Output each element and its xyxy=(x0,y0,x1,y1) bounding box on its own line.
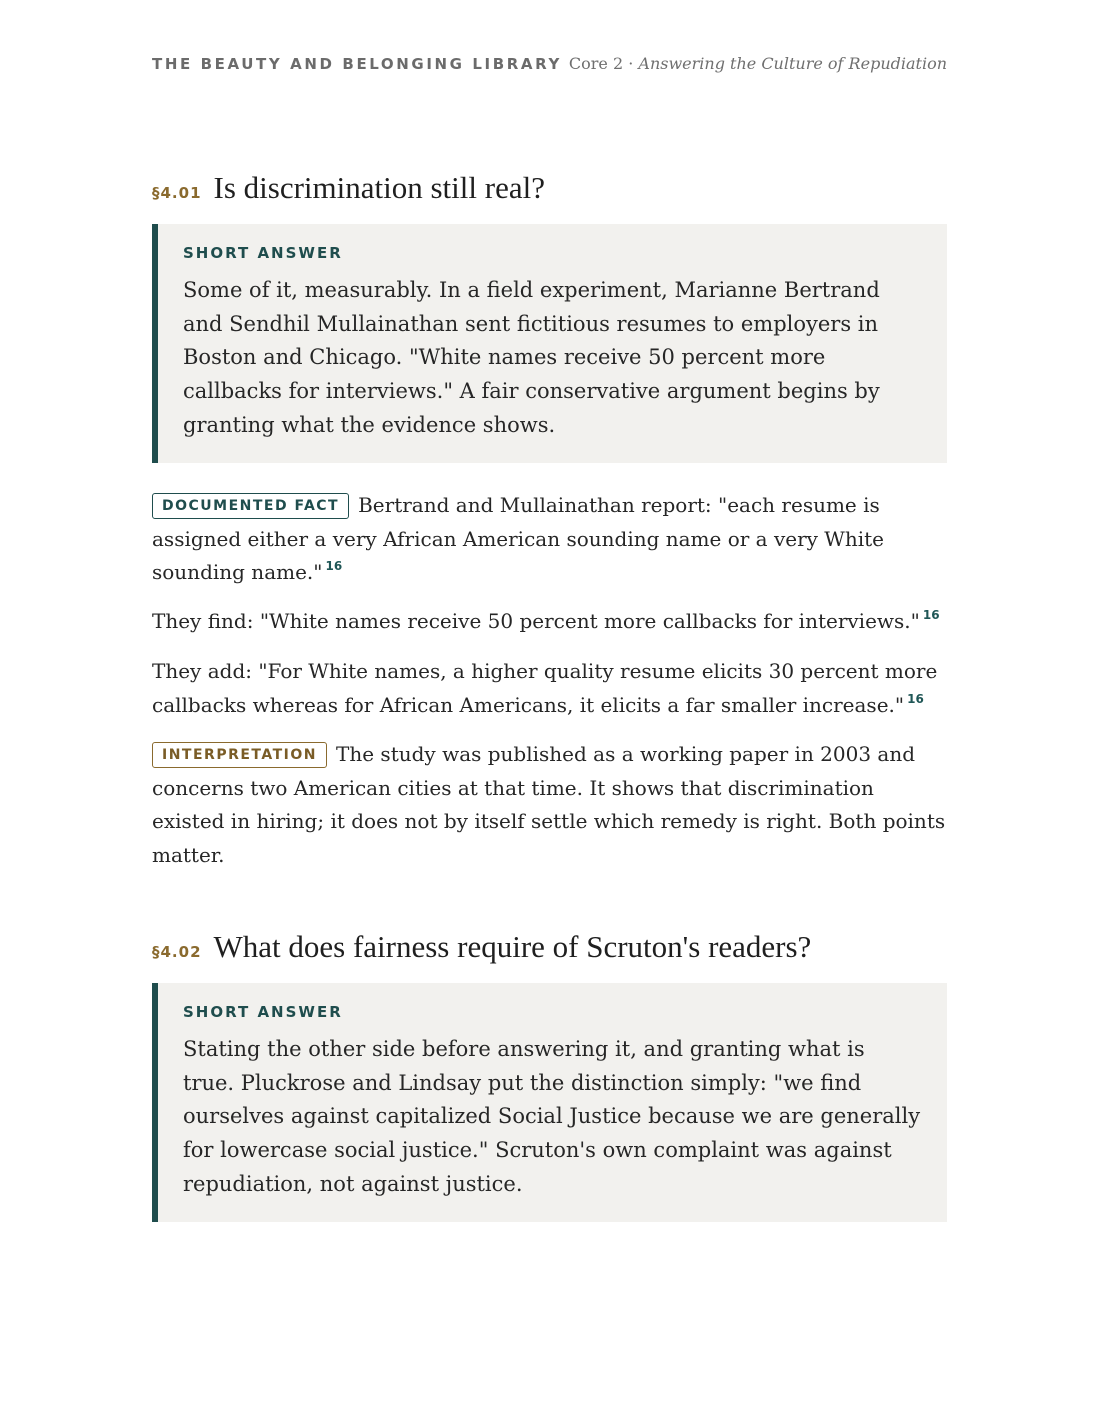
chapter-reference xyxy=(569,54,947,73)
documented-fact-tag: DOCUMENTED FACT xyxy=(152,493,349,519)
paragraph-interpretation xyxy=(152,738,952,872)
library-name: THE BEAUTY AND BELONGING LIBRARY xyxy=(152,55,562,73)
short-answer-label: SHORT ANSWER xyxy=(183,244,343,262)
paragraph-text: Bertrand and Mullainathan report: "each resume is assigned either a very African American sounding name or a very White sounding name." xyxy=(152,493,885,584)
paragraph-text: They find: "White names receive 50 percent more callbacks for interviews." xyxy=(152,609,920,633)
chapter-prefix: Core 2 · xyxy=(568,54,639,73)
footnote-marker[interactable]: 16 xyxy=(922,608,940,622)
paragraph-text: The study was published as a working paper in 2003 and concerns two American cities at that time. It shows that discrimination existed in hiring; it does not by itself settle which remedy is right. Both points matter. xyxy=(152,742,946,867)
chapter-title: Answering the Culture of Repudiation xyxy=(638,54,947,73)
footnote-marker[interactable]: 16 xyxy=(907,691,924,706)
paragraph-finding xyxy=(152,605,952,639)
short-answer-text: Stating the other side before answering it, and granting what is true. Pluckrose and Lindsay put the distinction simply: "we find ourselves against capitalized Social Justice because we are generally for lowercase social justice." Scruton's own complaint was against repudiation, not against justice. xyxy=(183,1037,921,1196)
short-answer-label: SHORT ANSWER xyxy=(183,1003,343,1021)
section-4-02 xyxy=(152,929,947,1222)
paragraph-addition xyxy=(152,655,952,722)
short-answer-text: Some of it, measurably. In a field experiment, Marianne Bertrand and Sendhil Mullainathan sent fictitious resumes to employers in Boston and Chicago. "White names receive 50 percent more callbacks for interviews." A fair conservative argument begins by granting what the evidence shows. xyxy=(183,278,880,437)
section-heading xyxy=(152,170,947,206)
section-title: Is discrimination still real? xyxy=(213,170,545,205)
short-answer-box xyxy=(152,224,947,463)
footnote-marker[interactable]: 16 xyxy=(325,559,343,573)
section-number: §4.01 xyxy=(152,184,202,202)
section-number: §4.02 xyxy=(152,943,202,961)
short-answer-box xyxy=(152,983,947,1222)
running-header xyxy=(152,54,947,73)
paragraph-text: They add: "For White names, a higher quality resume elicits 30 percent more callbacks whereas for African Americans, it elicits a far smaller increase." xyxy=(152,659,938,717)
section-heading xyxy=(152,929,947,965)
section-4-01 xyxy=(152,170,947,463)
interpretation-tag: INTERPRETATION xyxy=(152,742,327,768)
paragraph-documented-fact xyxy=(152,489,952,590)
section-title: What does fairness require of Scruton's readers? xyxy=(213,929,812,964)
